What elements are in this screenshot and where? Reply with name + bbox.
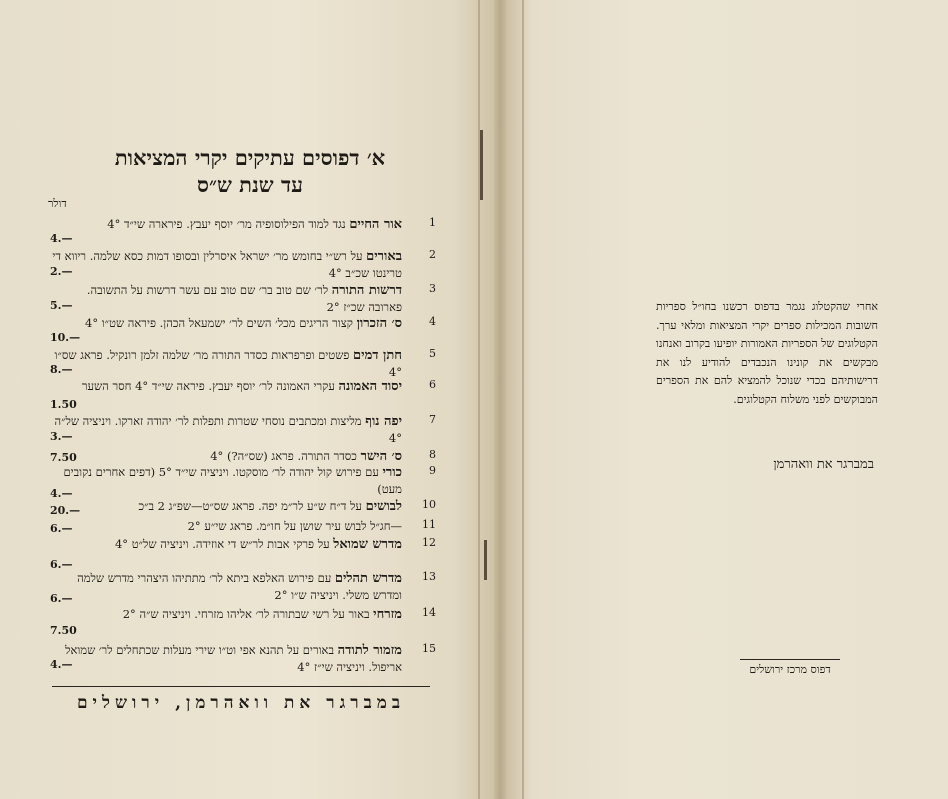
entry-description	[50, 378, 402, 395]
entry-price: 3.—	[50, 430, 73, 443]
entry-price: 4.—	[50, 232, 73, 245]
entry-price: 6.—	[50, 592, 73, 605]
entry-description	[50, 347, 402, 380]
entry-description	[50, 464, 402, 497]
entry-price: 4.—	[50, 487, 73, 500]
entry-description	[50, 315, 402, 332]
entry-number: 13	[422, 570, 436, 583]
entry-price: 8.—	[50, 363, 73, 376]
footer-rule	[52, 686, 430, 687]
entry-title: חתן דמים	[353, 348, 402, 363]
entry-description	[50, 498, 402, 515]
entry-text: קצור הריגים מכל׳ השים לר׳ ישמעאל הכהן. פיראה שט״ו 4°	[85, 316, 353, 330]
entry-description	[50, 413, 402, 446]
entry-number: 3	[429, 282, 436, 295]
entry-description	[50, 606, 402, 623]
entry-text: עם פירוש קול יהודה לר׳ מוסקטו. ויניציה שי״ד 5° (דפים אחרים נקובים מעט)	[63, 465, 402, 496]
entry-price: 4.—	[50, 658, 73, 671]
entry-number: 8	[429, 448, 436, 461]
publisher-footer: במברגר את וואהרמן, ירושלים	[76, 693, 406, 713]
catalog-title: א׳ דפוסים עתיקים יקרי המציאות	[114, 145, 386, 170]
entry-text: נגד למוד הפילוסופיה מר׳ יוסף יעבץ. פירארה שי״ד 4°	[107, 217, 346, 231]
printer-rule	[740, 659, 840, 660]
supplement-notice: אחרי שהקטלוג נגמר בדפוס רכשנו בחו״ל ספריות חשובות המכילות ספרים יקרי המציאות ומלאי ערך. הקטלוגים של הספריות האמורות יופיעו בקרוב ואנחנו מבקשים את קונינו הנכבדים להודיע לנו את דרישותיהם בכדי שנוכל להמציא להם את הספרים המבוקשים לפני משלוח הקטלוגים.	[656, 300, 878, 406]
catalog-subtitle: עד שנת ש״ס	[197, 172, 303, 197]
entry-text: באור על רשי שבתורה לר׳ אליהו מזרחי. ויניציה ש״ה 2°	[122, 607, 370, 621]
entry-text: לר׳ שם טוב בר׳ שם טוב עם עשר דרשות על התשובה. פארובה שכ״ז 2°	[86, 283, 402, 314]
currency-header: דולר	[48, 197, 67, 210]
entry-text: על ד״ח ש״ע לר״מ יפה. פראג שס״ט—שפ״ג 2 ב״כ	[138, 499, 362, 513]
page-crease	[478, 0, 480, 799]
entry-text: על פרקי אבות לר״ש די אוזידה. ויניציה של״ט 4°	[114, 537, 330, 551]
entry-number: 14	[422, 606, 436, 619]
entry-description	[50, 282, 402, 315]
entry-title: כורי	[382, 465, 402, 480]
entry-title: אור החיים	[349, 217, 402, 232]
entry-description	[50, 216, 402, 233]
entry-description	[50, 536, 402, 553]
entry-title: לבושים	[365, 499, 402, 514]
entry-text: על רש״י בחומש מר׳ ישראל איסרלין ובסופו דמות כסא שלמה. ריווא די טרינטו שכ״ב 4°	[52, 249, 402, 280]
entry-text: מליצות ומכתבים נוסחי שטרות ותפלות לר׳ יהודה זארקו. ויניציה של״ה 4°	[54, 414, 402, 445]
entry-title: יפה נוף	[365, 414, 402, 429]
entry-price: 7.50	[50, 624, 77, 637]
entry-number: 10	[422, 498, 436, 511]
page-crease-right	[522, 0, 524, 799]
entry-description	[50, 570, 402, 603]
entry-price: 1.50	[50, 398, 77, 411]
entry-description	[50, 642, 402, 675]
entry-number: 6	[429, 378, 436, 391]
entry-title: יסוד האמונה	[338, 379, 402, 394]
entry-text: עם פירוש האלפא ביתא לר׳ מתתיהו היצהרי מדרש שלמה ומדרש משלי. ויניציה ש״ו 2°	[77, 571, 402, 602]
entry-title: ס׳ הישר	[360, 449, 402, 464]
binding-stain	[484, 540, 487, 580]
entry-title: ס׳ הזכרון	[356, 316, 402, 331]
entry-number: 1	[429, 216, 436, 229]
entry-title: מדרש תהלים	[334, 571, 402, 586]
notice-signature: במברגר את וואהרמן	[773, 457, 874, 472]
entry-text: —חג״ל לבוש עיר שושן על חו״מ. פראג שי״ע 2°	[187, 519, 402, 533]
entry-title: באורים	[366, 249, 402, 264]
entry-price: 10.—	[50, 331, 81, 344]
entry-number: 11	[422, 518, 436, 531]
entry-price: 6.—	[50, 522, 73, 535]
entry-title: דרשות התורה	[331, 283, 402, 298]
entry-number: 4	[429, 315, 436, 328]
entry-text: כסדר התורה. פראג (שס״ה?) 4°	[210, 449, 357, 463]
entry-title: מזרחי	[373, 607, 402, 622]
entry-description	[50, 248, 402, 281]
entry-price: 2.—	[50, 265, 73, 278]
entry-text: פשטים ופרפראות כסדר התורה מר׳ שלמה זלמן רונקיל. פראג שס״ו 4°	[54, 348, 402, 379]
entry-number: 7	[429, 413, 436, 426]
entry-price: 7.50	[50, 451, 77, 464]
entry-text: באורים על תהנא אפי וט״ו שירי מעלות שכתחלים לר׳ שמואל אריפול. ויניציה שי״ז 4°	[65, 643, 402, 674]
entry-number: 15	[422, 642, 436, 655]
entry-number: 2	[429, 248, 436, 261]
printer-credit: דפוס מרכז ירושלים	[749, 663, 831, 676]
entry-title: מזמור לתודה	[337, 643, 402, 658]
entry-text: עקרי האמונה לר׳ יוסף יעבץ. פיראה שי״ד 4° חסר השער	[81, 379, 335, 393]
entry-number: 12	[422, 536, 436, 549]
entry-number: 5	[429, 347, 436, 360]
book-gutter	[494, 0, 506, 799]
entry-title: מדרש שמואל	[333, 537, 402, 552]
catalog-list	[44, 208, 436, 686]
entry-price: 20.—	[50, 504, 81, 517]
entry-price: 5.—	[50, 299, 73, 312]
binding-stain	[480, 130, 483, 200]
entry-description	[50, 448, 402, 465]
entry-description	[50, 518, 402, 534]
entry-number: 9	[429, 464, 436, 477]
entry-price: 6.—	[50, 558, 73, 571]
